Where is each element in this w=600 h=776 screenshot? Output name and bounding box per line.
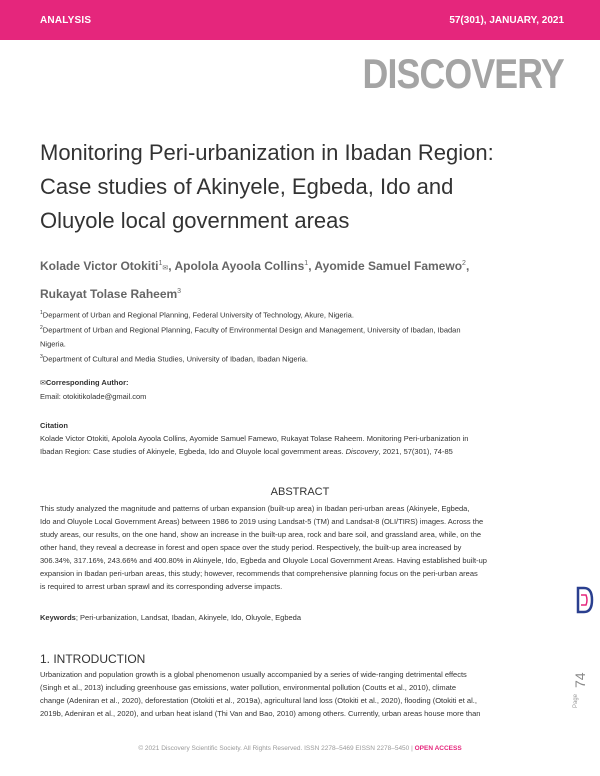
copyright-text: © 2021 Discovery Scientific Society. All Rights Reserved. ISSN 2278–5469 EISSN 2278–5450 | [138,745,415,752]
body-line: Urbanization and population growth is a global phenomenon usually accompanied by a series of wide-ranging detrimental effects [40,670,467,679]
open-access-badge: OPEN ACCESS [414,745,462,752]
author-sup: 1 [158,260,163,267]
abstract-line: This study analyzed the magnitude and patterns of urban expansion (built-up area) in Ibadan peri-urban areas (Akinyele, Egbeda, [40,504,470,513]
page-number [568,660,592,730]
title-line: Monitoring Peri-urbanization in Ibadan Region: [40,140,494,165]
affiliation: $^2$Department of Urban and Regional Planning, Faculty of Environmental Design and Management, University of Ibadan, Ibadan [40,324,461,334]
author-sup: 3 [177,288,182,295]
header-bar [0,0,600,40]
mail-icon: ✉ [40,380,46,387]
intro-text [40,668,560,720]
citation-label: Citation [40,421,68,430]
author-name: Apolola Ayoola Collins [174,259,305,273]
keywords-text: ; Peri-urbanization, Landsat, Ibadan, Akinyele, Ido, Oluyole, Egbeda [75,613,302,622]
corresponding-author [40,376,560,403]
author-name: Rukayat Tolase Raheem [40,287,178,301]
citation [40,419,560,458]
abstract-line: 306.34%, 317.16%, 243.66% and 400.80% in Akinyele, Ido, Egbeda and Oluyole Local Government Areas. Having established built-up [40,556,487,565]
affiliation: $^1$Deparment of Urban and Regional Planning, Federal University of Technology, Akure, Nigeria. [40,310,354,320]
abstract-text [40,502,560,593]
body-line: (Singh et al., 2013) including greenhouse gas emissions, water pollution, environmental pollution (Coutts et al., 2010), climate [40,683,457,692]
affiliations [40,307,560,365]
issue-info: 57(301), JANUARY, 2021 [449,15,564,26]
abstract-heading: ABSTRACT [270,486,330,498]
author-sup: 2 [462,260,466,267]
author-sup: 1 [304,260,309,267]
abstract-line: is required to arrest urban sprawl and its corresponding adverse impacts. [40,582,283,591]
author-list: Kolade Victor Otokiti$^1$✉, Apolola Ayoola Collins$^1$, Ayomide Samuel Famewo$^2$, Rukayat Tolase Raheem$^3$ [40,259,470,301]
mail-icon: ✉ [162,265,169,272]
page-number-value: 74 [572,672,588,688]
journal-logo-text: DISCOVERY [362,50,564,97]
footer [0,745,600,752]
body-line: change (Adeniran et al., 2020), deforestation (Otokiti et al., 2019a), agricultural land loss (Otokiti et al., 2020), flooding (Otokiti et al., [40,696,477,705]
page-word: Page [573,693,579,708]
corresponding-email: Email: otokitikolade@gmail.com [40,392,147,401]
keywords-label: Keywords [40,613,76,622]
abstract-line: study areas, our results, on the one hand, show an increase in the built-up area, rock and bare soil, and grassland area, while, on the [40,530,482,539]
corresponding-label: Corresponding Author: [45,378,129,387]
section-label: ANALYSIS [40,15,92,26]
title-line: Oluyole local government areas [40,208,350,233]
author-name: Ayomide Samuel Famewo [314,259,463,273]
title-line: Case studies of Akinyele, Egbeda, Ido and [40,174,454,199]
affiliation: Nigeria. [40,339,66,349]
citation-line: Ibadan Region: Case studies of Akinyele, Egbeda, Ido and Oluyole local government areas. Discovery, 2021, 57(301), 74-85 [40,447,453,456]
section-heading: 1. INTRODUCTION [40,652,146,666]
body-line: 2019b, Adeniran et al., 2020), and urban heat island (Thi Van and Bao, 2010) among others. Currently, urban areas house more than [40,709,481,718]
affiliation: $^3$Department of Cultural and Media Studies, University of Ibadan, Ibadan Nigeria. [40,353,308,363]
discovery-logo-icon [576,586,594,614]
article-title [40,136,560,238]
citation-line: Kolade Victor Otokiti, Apolola Ayoola Collins, Ayomide Samuel Famewo, Rukayat Tolase Raheem. Monitoring Peri-urbanization in [40,434,469,443]
abstract-line: Ido and Oluyole Local Government Areas) between 1986 to 2019 using Landsat-5 (TM) and Landsat-8 (OLI/TIRS) images. Across the [40,517,484,526]
keywords [40,611,560,624]
abstract-line: other hand, they reveal a decrease in forest and open space over the study period. Respectively, the built-up area increased by [40,543,462,552]
abstract-line: expansion in Ibadan peri-urban areas, this study; however, recommends that comprehensive planning focus on the peri-urban areas [40,569,478,578]
author-name: Kolade Victor Otokiti [40,259,159,273]
